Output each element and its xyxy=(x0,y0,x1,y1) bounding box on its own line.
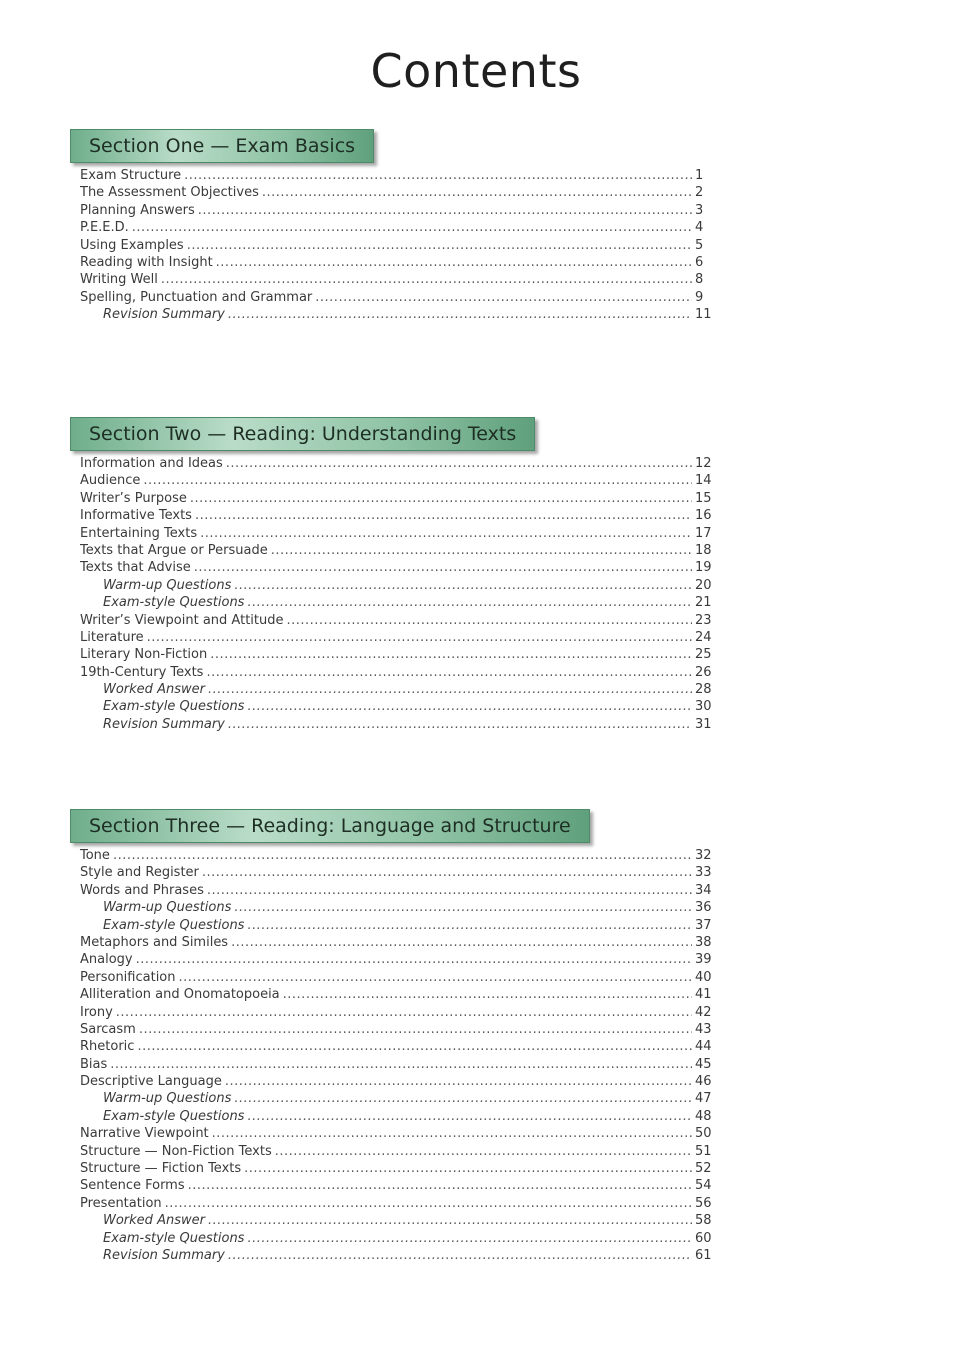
section-header: Section One — Exam Basics xyxy=(70,129,374,163)
toc-entry-title: Structure — Non-Fiction Texts xyxy=(80,1143,272,1159)
toc-entry[interactable] xyxy=(80,646,712,663)
dot-leader xyxy=(225,1073,692,1090)
toc-entry-title: Writer’s Viewpoint and Attitude xyxy=(80,612,284,628)
toc-entry-title: Presentation xyxy=(80,1195,162,1211)
toc-entry-title: Revision Summary xyxy=(103,1247,225,1263)
toc-entry-page: 32 xyxy=(695,848,712,863)
dot-leader xyxy=(247,594,692,611)
toc-entry-title: The Assessment Objectives xyxy=(80,185,259,201)
toc-entry[interactable] xyxy=(80,219,712,236)
dot-leader xyxy=(234,899,692,916)
toc-entry[interactable] xyxy=(80,472,712,489)
toc-entry[interactable] xyxy=(80,507,712,524)
toc-entry[interactable] xyxy=(80,986,712,1003)
toc-entry-page: 38 xyxy=(695,934,712,950)
toc-entry-title: Revision Summary xyxy=(103,307,225,323)
toc-entry[interactable] xyxy=(80,1177,712,1194)
dot-leader xyxy=(287,612,693,629)
dot-leader xyxy=(194,559,692,576)
toc-entry[interactable] xyxy=(80,629,712,646)
toc-entry-title: Reading with Insight xyxy=(80,254,213,270)
toc-entry-page: 30 xyxy=(695,699,712,715)
toc-entry-page: 15 xyxy=(695,490,712,506)
dot-leader xyxy=(228,1247,692,1264)
toc-entry-page: 26 xyxy=(695,664,712,680)
toc-entry[interactable] xyxy=(80,1125,712,1142)
dot-leader xyxy=(187,237,692,254)
toc-entry[interactable] xyxy=(80,237,712,254)
dot-leader xyxy=(228,716,692,733)
section-header: Section Two — Reading: Understanding Texts xyxy=(70,417,535,451)
toc-entry-title: Informative Texts xyxy=(80,508,192,524)
toc-entry-page: 40 xyxy=(695,969,712,985)
toc-entry-title: Writer’s Purpose xyxy=(80,490,187,506)
dot-leader xyxy=(262,184,692,201)
dot-leader xyxy=(147,629,692,646)
toc-entry-title: Personification xyxy=(80,969,176,985)
page-title: Contents xyxy=(370,44,582,98)
dot-leader xyxy=(137,1038,692,1055)
toc-entry[interactable] xyxy=(80,951,712,968)
toc-entry-page: 61 xyxy=(695,1247,712,1263)
toc-entry-page: 46 xyxy=(695,1074,712,1090)
toc-entry[interactable] xyxy=(80,899,712,916)
toc-entry-title: Sentence Forms xyxy=(80,1178,185,1194)
toc-entry-page: 54 xyxy=(695,1178,712,1194)
dot-leader xyxy=(247,917,692,934)
toc-entry-title: Rhetoric xyxy=(80,1039,135,1055)
toc-entry-title: Tone xyxy=(80,848,110,863)
section-one xyxy=(70,129,712,324)
toc-entry-title: Entertaining Texts xyxy=(80,525,198,541)
toc-entry-page: 60 xyxy=(695,1230,712,1246)
toc-entry[interactable] xyxy=(80,559,712,576)
dot-leader xyxy=(198,202,692,219)
toc-entry-page: 33 xyxy=(695,865,712,881)
dot-leader xyxy=(283,986,692,1003)
toc-entry-page: 47 xyxy=(695,1091,712,1107)
toc-entry-page: 11 xyxy=(695,307,712,323)
entry-list xyxy=(70,847,712,1264)
dot-leader xyxy=(231,934,692,951)
toc-entry-title: Texts that Advise xyxy=(80,560,191,576)
dot-leader xyxy=(113,847,692,864)
toc-entry-title: Audience xyxy=(80,473,141,489)
toc-entry[interactable] xyxy=(80,612,712,629)
toc-entry[interactable] xyxy=(80,1143,712,1160)
toc-entry-page: 45 xyxy=(695,1056,712,1072)
toc-entry-page: 52 xyxy=(695,1161,712,1177)
toc-entry[interactable] xyxy=(80,289,712,306)
toc-entry-page: 20 xyxy=(695,577,712,593)
toc-entry[interactable] xyxy=(80,542,712,559)
toc-entry-title: Planning Answers xyxy=(80,202,195,218)
toc-entry-page: 34 xyxy=(695,882,712,898)
dot-leader xyxy=(161,271,692,288)
dot-leader xyxy=(247,698,692,715)
toc-entry[interactable] xyxy=(80,594,712,611)
toc-entry-page: 42 xyxy=(695,1004,712,1020)
toc-entry-title: 19th-Century Texts xyxy=(80,664,204,680)
toc-entry-page: 39 xyxy=(695,952,712,968)
toc-entry-page: 17 xyxy=(695,525,712,541)
toc-entry-page: 23 xyxy=(695,612,712,628)
dot-leader xyxy=(216,254,692,271)
toc-entry-page: 50 xyxy=(695,1126,712,1142)
dot-leader xyxy=(202,864,692,881)
toc-entry-page: 21 xyxy=(695,595,712,611)
toc-entry-page: 37 xyxy=(695,917,712,933)
dot-leader xyxy=(188,1177,692,1194)
toc-entry-title: Information and Ideas xyxy=(80,456,223,471)
dot-leader xyxy=(271,542,692,559)
toc-entry-page: 9 xyxy=(695,289,704,305)
toc-entry-title: Words and Phrases xyxy=(80,882,204,898)
dot-leader xyxy=(208,681,692,698)
toc-entry-page: 1 xyxy=(695,168,704,183)
toc-entry-title: Analogy xyxy=(80,952,133,968)
toc-entry[interactable] xyxy=(80,490,712,507)
toc-entry-page: 8 xyxy=(695,272,704,288)
toc-entry[interactable] xyxy=(80,1073,712,1090)
toc-entry-page: 28 xyxy=(695,682,712,698)
dot-leader xyxy=(195,507,692,524)
toc-entry-title: Descriptive Language xyxy=(80,1074,222,1090)
toc-entry[interactable] xyxy=(80,306,712,323)
toc-entry-title: Worked Answer xyxy=(103,682,205,698)
dot-leader xyxy=(210,646,692,663)
toc-entry[interactable] xyxy=(80,934,712,951)
toc-entry[interactable] xyxy=(80,1247,712,1264)
toc-entry-page: 16 xyxy=(695,508,712,524)
dot-leader xyxy=(247,1230,692,1247)
toc-entry-page: 12 xyxy=(695,456,712,471)
toc-entry[interactable] xyxy=(80,1195,712,1212)
dot-leader xyxy=(184,167,692,184)
toc-entry-page: 51 xyxy=(695,1143,712,1159)
toc-entry-title: Warm-up Questions xyxy=(103,577,232,593)
toc-entry-title: Worked Answer xyxy=(103,1213,205,1229)
dot-leader xyxy=(228,306,692,323)
toc-entry[interactable] xyxy=(80,1038,712,1055)
toc-entry-page: 6 xyxy=(695,254,704,270)
toc-entry-page: 4 xyxy=(695,220,704,236)
toc-entry-page: 43 xyxy=(695,1021,712,1037)
dot-leader xyxy=(234,577,692,594)
dot-leader xyxy=(116,1004,692,1021)
toc-entry-title: Spelling, Punctuation and Grammar xyxy=(80,289,313,305)
toc-entry-page: 31 xyxy=(695,716,712,732)
section-three xyxy=(70,809,712,1264)
dot-leader xyxy=(275,1143,692,1160)
toc-entry[interactable] xyxy=(80,716,712,733)
toc-entry[interactable] xyxy=(80,455,712,472)
toc-entry[interactable] xyxy=(80,1230,712,1247)
toc-entry[interactable] xyxy=(80,167,712,184)
dot-leader xyxy=(234,1090,692,1107)
toc-entry-page: 2 xyxy=(695,185,704,201)
toc-entry[interactable] xyxy=(80,917,712,934)
toc-entry[interactable] xyxy=(80,184,712,201)
toc-entry-page: 36 xyxy=(695,900,712,916)
dot-leader xyxy=(200,525,692,542)
toc-entry-page: 56 xyxy=(695,1195,712,1211)
toc-entry[interactable] xyxy=(80,847,712,864)
dot-leader xyxy=(212,1125,692,1142)
toc-entry-page: 24 xyxy=(695,629,712,645)
dot-leader xyxy=(143,472,692,489)
toc-entry[interactable] xyxy=(80,664,712,681)
toc-entry-title: Writing Well xyxy=(80,272,158,288)
toc-entry[interactable] xyxy=(80,681,712,698)
toc-entry-title: Exam-style Questions xyxy=(103,595,245,611)
toc-entry-title: Exam-style Questions xyxy=(103,699,245,715)
dot-leader xyxy=(244,1160,692,1177)
toc-entry[interactable] xyxy=(80,882,712,899)
toc-entry[interactable] xyxy=(80,202,712,219)
toc-entry-title: Literature xyxy=(80,629,144,645)
toc-entry[interactable] xyxy=(80,1021,712,1038)
toc-entry[interactable] xyxy=(80,254,712,271)
toc-entry-title: Using Examples xyxy=(80,237,184,253)
dot-leader xyxy=(207,882,692,899)
section-header: Section Three — Reading: Language and Structure xyxy=(70,809,590,843)
toc-entry[interactable] xyxy=(80,1160,712,1177)
toc-entry-title: Structure — Fiction Texts xyxy=(80,1161,242,1177)
toc-entry-title: Warm-up Questions xyxy=(103,1091,232,1107)
dot-leader xyxy=(315,289,692,306)
toc-entry[interactable] xyxy=(80,864,712,881)
toc-entry[interactable] xyxy=(80,1212,712,1229)
toc-entry-page: 41 xyxy=(695,987,712,1003)
toc-entry[interactable] xyxy=(80,525,712,542)
dot-leader xyxy=(139,1021,692,1038)
toc-entry[interactable] xyxy=(80,1090,712,1107)
entry-list xyxy=(70,167,712,324)
toc-entry-page: 44 xyxy=(695,1039,712,1055)
dot-leader xyxy=(132,219,692,236)
section-two xyxy=(70,417,712,733)
toc-entry-page: 5 xyxy=(695,237,704,253)
toc-entry-page: 18 xyxy=(695,542,712,558)
toc-entry-title: Metaphors and Similes xyxy=(80,934,229,950)
toc-entry-title: P.E.E.D. xyxy=(80,220,129,236)
toc-entry-title: Literary Non-Fiction xyxy=(80,647,208,663)
toc-entry-title: Exam Structure xyxy=(80,168,182,183)
toc-entry-page: 58 xyxy=(695,1213,712,1229)
toc-entry[interactable] xyxy=(80,1108,712,1125)
entry-list xyxy=(70,455,712,733)
dot-leader xyxy=(208,1212,692,1229)
dot-leader xyxy=(226,455,692,472)
dot-leader xyxy=(110,1056,692,1073)
toc-entry-page: 48 xyxy=(695,1108,712,1124)
toc-entry[interactable] xyxy=(80,271,712,288)
toc-entry-title: Alliteration and Onomatopoeia xyxy=(80,987,280,1003)
toc-entry-title: Style and Register xyxy=(80,865,199,881)
toc-entry-title: Exam-style Questions xyxy=(103,1230,245,1246)
toc-entry-title: Irony xyxy=(80,1004,113,1020)
dot-leader xyxy=(247,1108,692,1125)
toc-entry-page: 3 xyxy=(695,202,704,218)
toc-entry-title: Warm-up Questions xyxy=(103,900,232,916)
dot-leader xyxy=(165,1195,692,1212)
toc-entry[interactable] xyxy=(80,1056,712,1073)
toc-entry-page: 14 xyxy=(695,473,712,489)
dot-leader xyxy=(190,490,692,507)
toc-entry[interactable] xyxy=(80,1004,712,1021)
dot-leader xyxy=(206,664,692,681)
toc-entry-title: Exam-style Questions xyxy=(103,917,245,933)
dot-leader xyxy=(136,951,692,968)
toc-entry[interactable] xyxy=(80,969,712,986)
toc-entry-title: Revision Summary xyxy=(103,716,225,732)
toc-entry-title: Texts that Argue or Persuade xyxy=(80,542,268,558)
toc-entry-title: Bias xyxy=(80,1056,108,1072)
dot-leader xyxy=(179,969,692,986)
toc-entry-title: Narrative Viewpoint xyxy=(80,1126,209,1142)
toc-entry[interactable] xyxy=(80,577,712,594)
toc-entry-title: Exam-style Questions xyxy=(103,1108,245,1124)
toc-entry-title: Sarcasm xyxy=(80,1021,136,1037)
toc-entry[interactable] xyxy=(80,698,712,715)
toc-entry-page: 19 xyxy=(695,560,712,576)
toc-entry-page: 25 xyxy=(695,647,712,663)
